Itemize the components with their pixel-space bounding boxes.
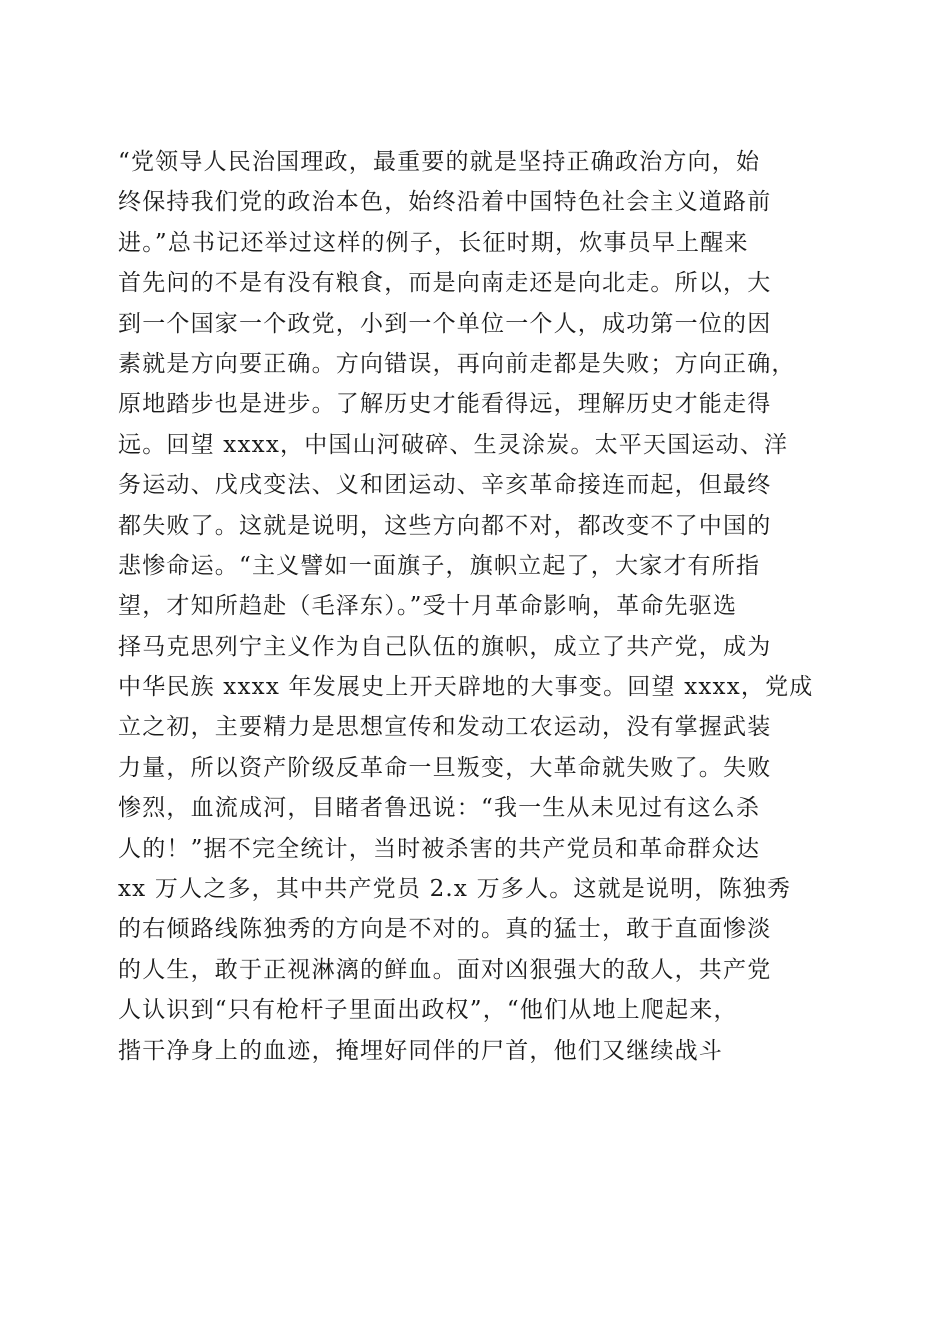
text-line-16: 力量，所以资产阶级反革命一旦叛变，大革命就失败了。失败	[118, 754, 772, 781]
text-line-3: 进。”总书记还举过这样的例子，长征时期，炊事员早上醒来	[118, 229, 749, 256]
text-line-19: xx 万人之多，其中共产党员 2.x 万多人。这就是说明，陈独秀	[118, 876, 792, 903]
text-line-6: 素就是方向要正确。方向错误，再向前走都是失败；方向正确，	[118, 350, 796, 377]
text-line-8: 远。回望 xxxx，中国山河破碎、生灵涂炭。太平天国运动、洋	[118, 431, 789, 458]
text-line-10: 都失败了。这就是说明，这些方向都不对，都改变不了中国的	[118, 512, 772, 539]
text-line-1: “党领导人民治国理政，最重要的就是坚持正确政治方向，始	[118, 149, 761, 175]
text-line-5: 到一个国家一个政党，小到一个单位一个人，成功第一位的因	[118, 310, 772, 337]
body-text	[118, 142, 838, 1071]
text-line-18: 人的！”据不完全统计，当时被杀害的共产党员和革命群众达	[118, 835, 761, 862]
text-line-2: 终保持我们党的政治本色，始终沿着中国特色社会主义道路前	[118, 189, 772, 216]
text-line-14: 中华民族 xxxx 年发展史上开天辟地的大事变。回望 xxxx，党成	[118, 674, 814, 701]
text-line-17: 惨烈，血流成河，目睹者鲁迅说：“我一生从未见过有这么杀	[118, 795, 761, 822]
text-line-7: 原地踏步也是进步。了解历史才能看得远，理解历史才能走得	[118, 391, 772, 418]
text-line-4: 首先问的不是有没有粮食，而是向南走还是向北走。所以，大	[118, 270, 772, 297]
text-line-15: 立之初，主要精力是思想宣传和发动工农运动，没有掌握武装	[118, 714, 772, 741]
text-line-20: 的右倾路线陈独秀的方向是不对的。真的猛士，敢于直面惨淡	[118, 916, 772, 943]
text-line-21: 的人生，敢于正视淋漓的鲜血。面对凶狠强大的敌人，共产党	[118, 956, 772, 983]
text-line-13: 择马克思列宁主义作为自己队伍的旗帜，成立了共产党，成为	[118, 633, 772, 660]
text-line-9: 务运动、戊戌变法、义和团运动、辛亥革命接连而起，但最终	[118, 472, 772, 499]
text-line-11: 悲惨命运。“主义譬如一面旗子，旗帜立起了，大家才有所指	[118, 552, 761, 579]
text-line-12: 望，才知所趋赴（毛泽东）。”受十月革命影响，革命先驱选	[118, 593, 738, 620]
text-line-23: 揩干净身上的血迹，掩埋好同伴的尸首，他们又继续战斗	[118, 1037, 723, 1064]
text-line-22: 人认识到“只有枪杆子里面出政权”，“他们从地上爬起来，	[118, 997, 738, 1024]
